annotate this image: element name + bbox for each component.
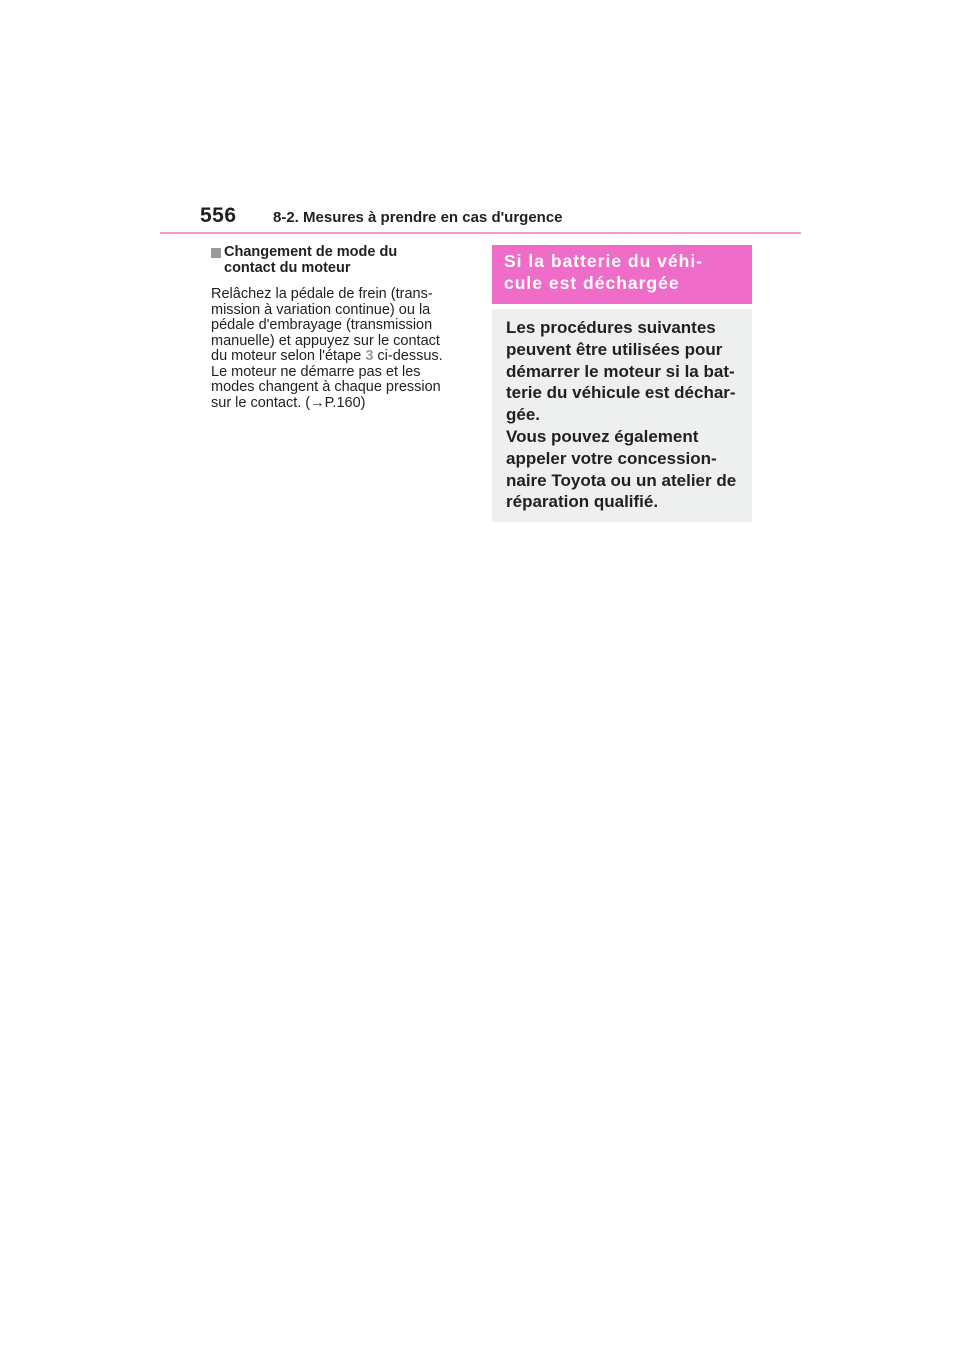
info-line: appeler votre concession- bbox=[506, 448, 717, 468]
info-line: peuvent être utilisées pour bbox=[506, 339, 723, 359]
paragraph-line: modes changent à chaque pression bbox=[211, 379, 441, 395]
subheading-line: contact du moteur bbox=[224, 259, 351, 276]
paragraph-line: pédale d'embrayage (transmission bbox=[211, 317, 433, 333]
square-bullet-icon bbox=[211, 248, 221, 258]
paragraph-line: mission à variation continue) ou la bbox=[211, 301, 431, 318]
page-number: 556 bbox=[200, 204, 237, 227]
arrow-icon: → bbox=[310, 394, 325, 411]
info-line: naire Toyota ou un atelier de bbox=[506, 470, 737, 490]
paragraph-line: Le moteur ne démarre pas et les bbox=[211, 363, 421, 380]
section-title: 8-2. Mesures à prendre en cas d'urgence bbox=[273, 209, 563, 226]
paragraph-line: manuelle) et appuyez sur le contact bbox=[211, 332, 440, 349]
body-paragraph bbox=[211, 287, 473, 411]
info-line: terie du véhicule est déchar- bbox=[506, 383, 736, 403]
section-heading-box bbox=[492, 245, 752, 304]
info-line: réparation qualifié. bbox=[506, 492, 659, 512]
info-line: démarrer le moteur si la bat- bbox=[506, 361, 735, 381]
subheading bbox=[211, 245, 473, 276]
info-line: Les procédures suivantes bbox=[506, 318, 716, 337]
left-column bbox=[211, 245, 473, 411]
step-number: 3 bbox=[365, 348, 374, 364]
subheading-line: Changement de mode du bbox=[224, 244, 398, 260]
paragraph-line: Relâchez la pédale de frein (trans- bbox=[211, 286, 433, 302]
heading-line: cule est déchargée bbox=[504, 273, 680, 293]
header-divider bbox=[160, 232, 801, 234]
paragraph-line: sur le contact. ( bbox=[211, 394, 311, 411]
info-line: Vous pouvez également bbox=[506, 426, 699, 446]
paragraph-line: ci-dessus. bbox=[373, 348, 443, 364]
subheading-text bbox=[224, 245, 469, 276]
paragraph-line: du moteur selon l'étape bbox=[211, 348, 366, 364]
info-line: gée. bbox=[506, 405, 541, 425]
page-reference-link[interactable]: P.160) bbox=[324, 394, 366, 411]
info-box bbox=[492, 309, 752, 522]
heading-line: Si la batterie du véhi- bbox=[504, 251, 704, 271]
